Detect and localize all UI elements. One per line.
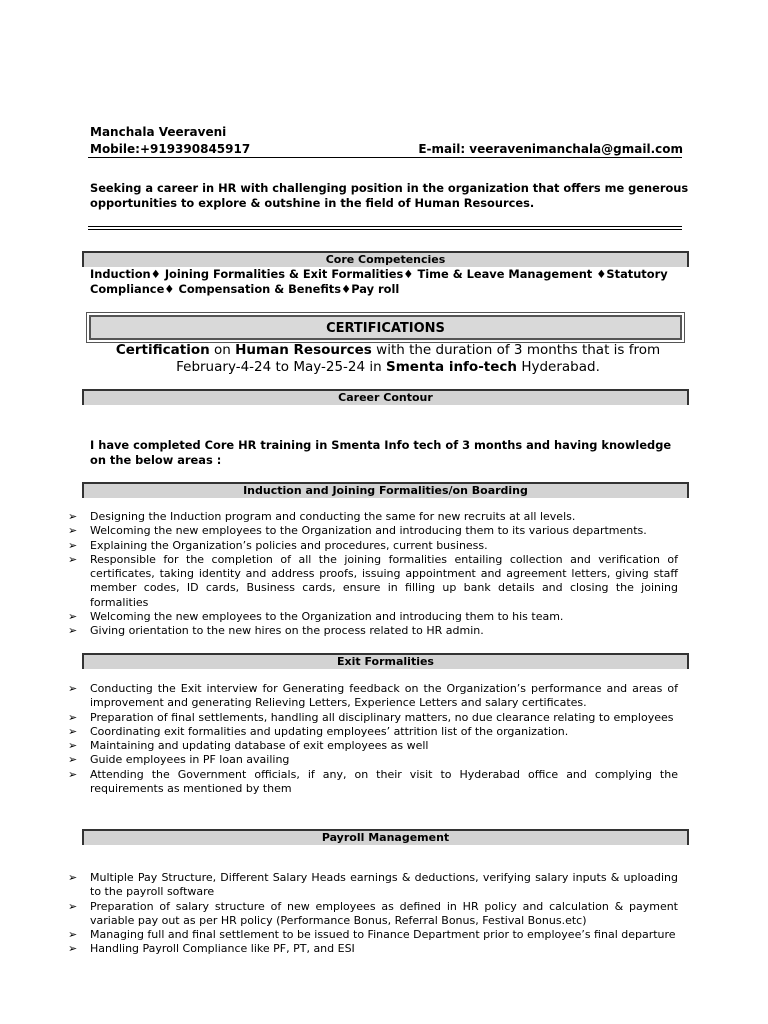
arrow-bullet-icon: ➢ (68, 942, 78, 956)
candidate-name: Manchala Veeraveni (90, 125, 227, 139)
list-item: ➢ Managing full and final settlement to be issued to Finance Department prior to employee’s final departure (68, 928, 676, 942)
arrow-bullet-icon: ➢ (68, 767, 78, 781)
career-contour-intro: I have completed Core HR training in Smenta Info tech of 3 months and having knowledge on the below areas : (90, 438, 672, 467)
certifications-heading-box (86, 312, 685, 343)
list-item: ➢ Handling Payroll Compliance like PF, PT, and ESI (68, 942, 355, 956)
exit-formalities-list (68, 682, 678, 796)
cert-subject: Human Resources (235, 342, 372, 358)
arrow-bullet-icon: ➢ (68, 538, 78, 552)
list-item: ➢ Welcoming the new employees to the Organization and introducing them to his team. (68, 610, 564, 624)
list-item: ➢ Maintaining and updating database of exit employees as well (68, 739, 429, 753)
list-item: ➢ Welcoming the new employees to the Organization and introducing them to its various departments. (68, 524, 647, 538)
career-contour-heading: Career Contour (82, 389, 689, 405)
list-item: ➢ Designing the Induction program and conducting the same for new recruits at all levels. (68, 510, 576, 523)
arrow-bullet-icon: ➢ (68, 753, 78, 767)
cert-label: Certification (115, 342, 210, 358)
mobile-number: Mobile:+919390845917 (90, 142, 251, 156)
certification-details (90, 342, 686, 376)
arrow-bullet-icon: ➢ (68, 710, 78, 724)
arrow-bullet-icon: ➢ (68, 928, 78, 942)
certifications-heading: CERTIFICATIONS (89, 315, 682, 340)
arrow-bullet-icon: ➢ (68, 624, 78, 638)
induction-list (68, 510, 678, 639)
arrow-bullet-icon: ➢ (68, 524, 78, 538)
arrow-bullet-icon: ➢ (68, 610, 78, 624)
list-item: ➢ Guide employees in PF loan availing (68, 753, 290, 767)
list-item: ➢ Multiple Pay Structure, Different Salary Heads earnings & deductions, verifying salary inputs & uploading to the payroll software (68, 871, 678, 899)
payroll-list (68, 871, 678, 957)
list-item: ➢ Giving orientation to the new hires on the process related to HR admin. (68, 624, 484, 638)
arrow-bullet-icon: ➢ (68, 682, 78, 695)
header-divider (88, 157, 682, 158)
list-item: ➢ Conducting the Exit interview for Generating feedback on the Organization’s performance and areas of improvement and generating Relieving Letters, Experience Letters and salary certificates. (68, 682, 678, 710)
arrow-bullet-icon: ➢ (68, 871, 78, 884)
objective-divider-bottom (88, 229, 682, 230)
cert-duration: with the duration of 3 months that is from February-4-24 to May-25-24 in (176, 342, 661, 375)
list-item: ➢ Preparation of salary structure of new employees as defined in HR policy and calculation & payment variable pay out as per HR policy (Performance Bonus, Referral Bonus, Festival Bonus.etc) (68, 899, 678, 927)
arrow-bullet-icon: ➢ (68, 552, 78, 566)
core-competencies-text: Induction♦ Joining Formalities & Exit Formalities♦ Time & Leave Management ♦Statutory Compliance♦ Compensation & Benefits♦Pay roll (90, 267, 668, 296)
list-item: ➢ Explaining the Organization’s policies and procedures, current business. (68, 538, 488, 552)
arrow-bullet-icon: ➢ (68, 739, 78, 753)
exit-formalities-heading: Exit Formalities (82, 653, 689, 669)
core-competencies-heading: Core Competencies (82, 251, 689, 267)
payroll-heading: Payroll Management (82, 829, 689, 845)
list-item: ➢ Responsible for the completion of all the joining formalities entailing collection and verification of certificates, taking identity and address proofs, issuing appointment and agreement letters, giving staff member codes, ID cards, Business cards, ensure in filling up bank details and closing the joining formalities (68, 552, 678, 609)
list-item: ➢ Coordinating exit formalities and updating employees’ attrition list of the organization. (68, 724, 569, 738)
cert-institute: Smenta info-tech (386, 359, 518, 375)
career-objective: Seeking a career in HR with challenging position in the organization that offers me generous opportunities to explore & outshine in the field of Human Resources. (90, 181, 689, 210)
email-address: E-mail: veeravenimanchala@gmail.com (418, 142, 683, 156)
objective-divider-top (88, 226, 682, 227)
arrow-bullet-icon: ➢ (68, 724, 78, 738)
list-item: ➢ Preparation of final settlements, handling all disciplinary matters, no due clearance relating to employees (68, 710, 674, 724)
list-item: ➢ Attending the Government officials, if any, on their visit to Hyderabad office and complying the requirements as mentioned by them (68, 767, 678, 796)
cert-location: Hyderabad. (517, 359, 600, 375)
arrow-bullet-icon: ➢ (68, 899, 78, 913)
induction-heading: Induction and Joining Formalities/on Boarding (82, 482, 689, 498)
arrow-bullet-icon: ➢ (68, 510, 78, 523)
cert-connector: on (209, 342, 236, 358)
